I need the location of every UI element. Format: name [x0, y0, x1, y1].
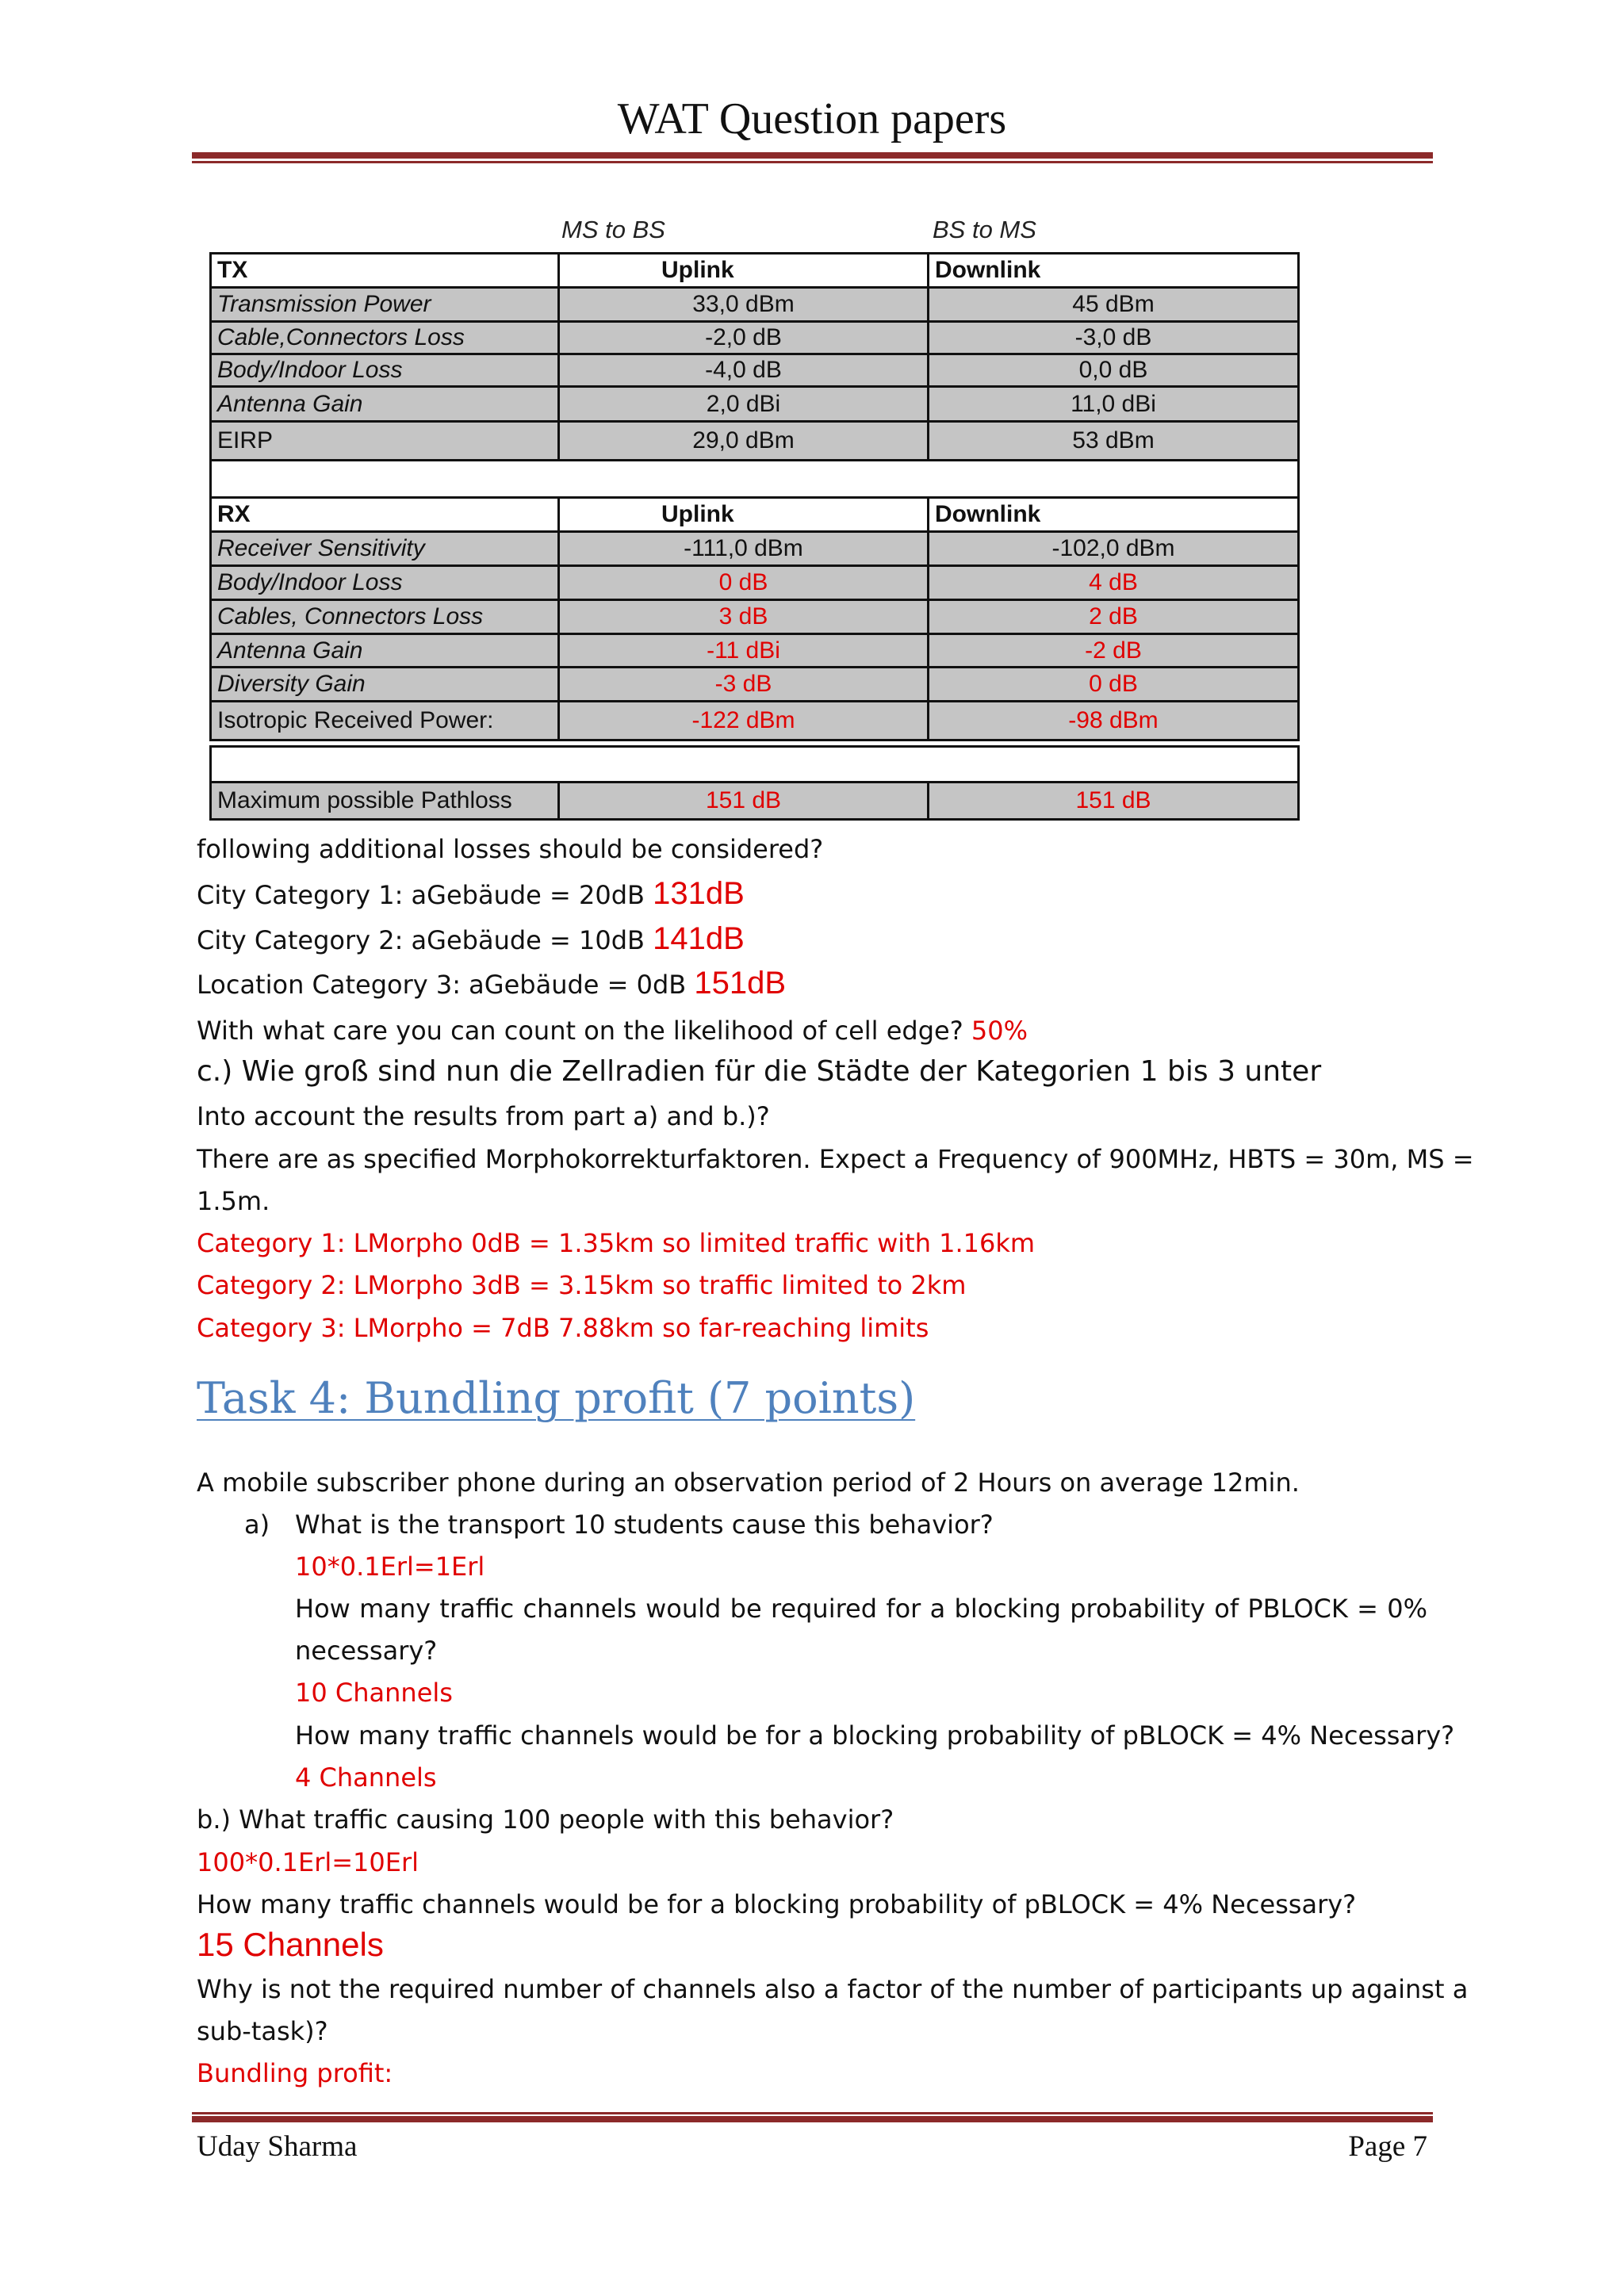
eirp-label: EIRP — [209, 420, 560, 461]
location-category-3-text: Location Category 3: aGebäude = 0dB — [197, 970, 695, 1000]
page-header-title: WAT Question papers — [617, 94, 1007, 144]
tx-row-label: Transmission Power — [209, 286, 560, 323]
rx-row-label: Body/Indoor Loss — [209, 564, 560, 601]
into-account-line: Into account the results from part a) and b.)? — [197, 1101, 770, 1131]
cell-edge-answer: 50% — [971, 1016, 1028, 1046]
tx-row-downlink: 0,0 dB — [927, 353, 1300, 388]
footer-author: Uday Sharma — [197, 2130, 358, 2163]
specified-line-2: 1.5m. — [197, 1186, 270, 1216]
table-spacer — [209, 459, 1300, 499]
city-category-2 — [197, 921, 745, 957]
pathloss-label: Maximum possible Pathloss — [209, 781, 560, 821]
tx-header-uplink: Uplink — [557, 252, 929, 289]
tx-row-label: Cable,Connectors Loss — [209, 320, 560, 355]
rx-header-downlink: Downlink — [927, 496, 1300, 533]
category-1-answer: Category 1: LMorpho 0dB = 1.35km so limited traffic with 1.16km — [197, 1228, 1036, 1258]
tx-row-uplink: -2,0 dB — [557, 320, 929, 355]
isotropic-uplink: -122 dBm — [557, 700, 929, 741]
part-a-marker: a) — [244, 1510, 270, 1540]
blocking-four-question: How many traffic channels would be for a blocking probability of pBLOCK = 4% Necessary? — [295, 1720, 1455, 1751]
task-intro: A mobile subscriber phone during an observation period of 2 Hours on average 12min. — [197, 1468, 1300, 1498]
rx-row-downlink: 2 dB — [927, 599, 1300, 635]
part-b-answer: 100*0.1Erl=10Erl — [197, 1847, 419, 1877]
table-spacer — [209, 745, 1300, 783]
isotropic-label: Isotropic Received Power: — [209, 700, 560, 741]
part-a-question: What is the transport 10 students cause this behavior? — [295, 1510, 994, 1540]
tx-header-downlink: Downlink — [927, 252, 1300, 289]
tx-row-label: Antenna Gain — [209, 385, 560, 423]
rx-row-label: Diversity Gain — [209, 666, 560, 702]
category-2-answer: Category 2: LMorpho 3dB = 3.15km so traffic limited to 2km — [197, 1270, 967, 1300]
pathloss-downlink: 151 dB — [927, 781, 1300, 821]
city-category-2-answer: 141dB — [653, 921, 745, 956]
blocking-zero-question-cont: necessary? — [295, 1636, 438, 1666]
city-category-1-answer: 131dB — [653, 876, 745, 911]
rx-row-downlink: 0 dB — [927, 666, 1300, 702]
rx-header-label: RX — [209, 496, 560, 533]
location-category-3-answer: 151dB — [694, 966, 787, 1001]
blocking-zero-question: How many traffic channels would be required for a blocking probability of PBLOCK = 0% — [295, 1594, 1427, 1624]
part-b-question: b.) What traffic causing 100 people with this behavior? — [197, 1804, 894, 1835]
sensitivity-label: Receiver Sensitivity — [209, 530, 560, 567]
part-a-answer: 10*0.1Erl=1Erl — [295, 1552, 485, 1582]
eirp-downlink: 53 dBm — [927, 420, 1300, 461]
isotropic-downlink: -98 dBm — [927, 700, 1300, 741]
tx-row-downlink: 11,0 dBi — [927, 385, 1300, 423]
rx-row-downlink: 4 dB — [927, 564, 1300, 601]
location-category-3 — [197, 966, 786, 1001]
pathloss-uplink: 151 dB — [557, 781, 929, 821]
sensitivity-uplink: -111,0 dBm — [557, 530, 929, 567]
rx-row-label: Cables, Connectors Loss — [209, 599, 560, 635]
category-3-answer: Category 3: LMorpho = 7dB 7.88km so far-reaching limits — [197, 1313, 929, 1343]
tx-header-label: TX — [209, 252, 560, 289]
sensitivity-downlink: -102,0 dBm — [927, 530, 1300, 567]
specified-line-1: There are as specified Morphokorrekturfaktoren. Expect a Frequency of 900MHz, HBTS = 30m, MS = — [197, 1144, 1474, 1174]
header-rule — [192, 152, 1433, 163]
tx-row-downlink: -3,0 dB — [927, 320, 1300, 355]
tx-row-uplink: 2,0 dBi — [557, 385, 929, 423]
footer-page-number: Page 7 — [1348, 2130, 1427, 2163]
tx-row-uplink: -4,0 dB — [557, 353, 929, 388]
why-question-1: Why is not the required number of channels also a factor of the number of participants up against a — [197, 1974, 1469, 2004]
tx-row-uplink: 33,0 dBm — [557, 286, 929, 323]
rx-row-downlink: -2 dB — [927, 633, 1300, 668]
rx-row-uplink: -11 dBi — [557, 633, 929, 668]
rx-row-uplink: 3 dB — [557, 599, 929, 635]
eirp-uplink: 29,0 dBm — [557, 420, 929, 461]
rx-row-label: Antenna Gain — [209, 633, 560, 668]
rx-row-uplink: 0 dB — [557, 564, 929, 601]
tx-row-downlink: 45 dBm — [927, 286, 1300, 323]
rx-header-uplink: Uplink — [557, 496, 929, 533]
c-question: c.) Wie groß sind nun die Zellradien für die Städte der Kategorien 1 bis 3 unter — [197, 1055, 1322, 1088]
city-category-1-text: City Category 1: aGebäude = 20dB — [197, 880, 653, 910]
blocking-zero-answer: 10 Channels — [295, 1678, 453, 1708]
tx-row-label: Body/Indoor Loss — [209, 353, 560, 388]
rx-row-uplink: -3 dB — [557, 666, 929, 702]
blocking-four-answer: 4 Channels — [295, 1762, 437, 1793]
cell-edge-text: With what care you can count on the likelihood of cell edge? — [197, 1016, 971, 1046]
column-direction-downlink: BS to MS — [933, 216, 1036, 243]
cell-edge-question — [197, 1016, 1028, 1046]
why-question-2: sub-task)? — [197, 2016, 328, 2046]
part-b-channel-answer: 15 Channels — [197, 1926, 384, 1963]
city-category-2-text: City Category 2: aGebäude = 10dB — [197, 925, 653, 955]
footer-rule — [192, 2112, 1433, 2123]
part-b-channel-question: How many traffic channels would be for a blocking probability of pBLOCK = 4% Necessary? — [197, 1889, 1357, 1919]
column-direction-uplink: MS to BS — [561, 216, 665, 243]
city-category-1 — [197, 876, 745, 912]
body-line: following additional losses should be considered? — [197, 834, 824, 864]
task-heading: Task 4: Bundling profit (7 points) — [197, 1373, 916, 1423]
bundling-profit-answer: Bundling profit: — [197, 2058, 393, 2088]
